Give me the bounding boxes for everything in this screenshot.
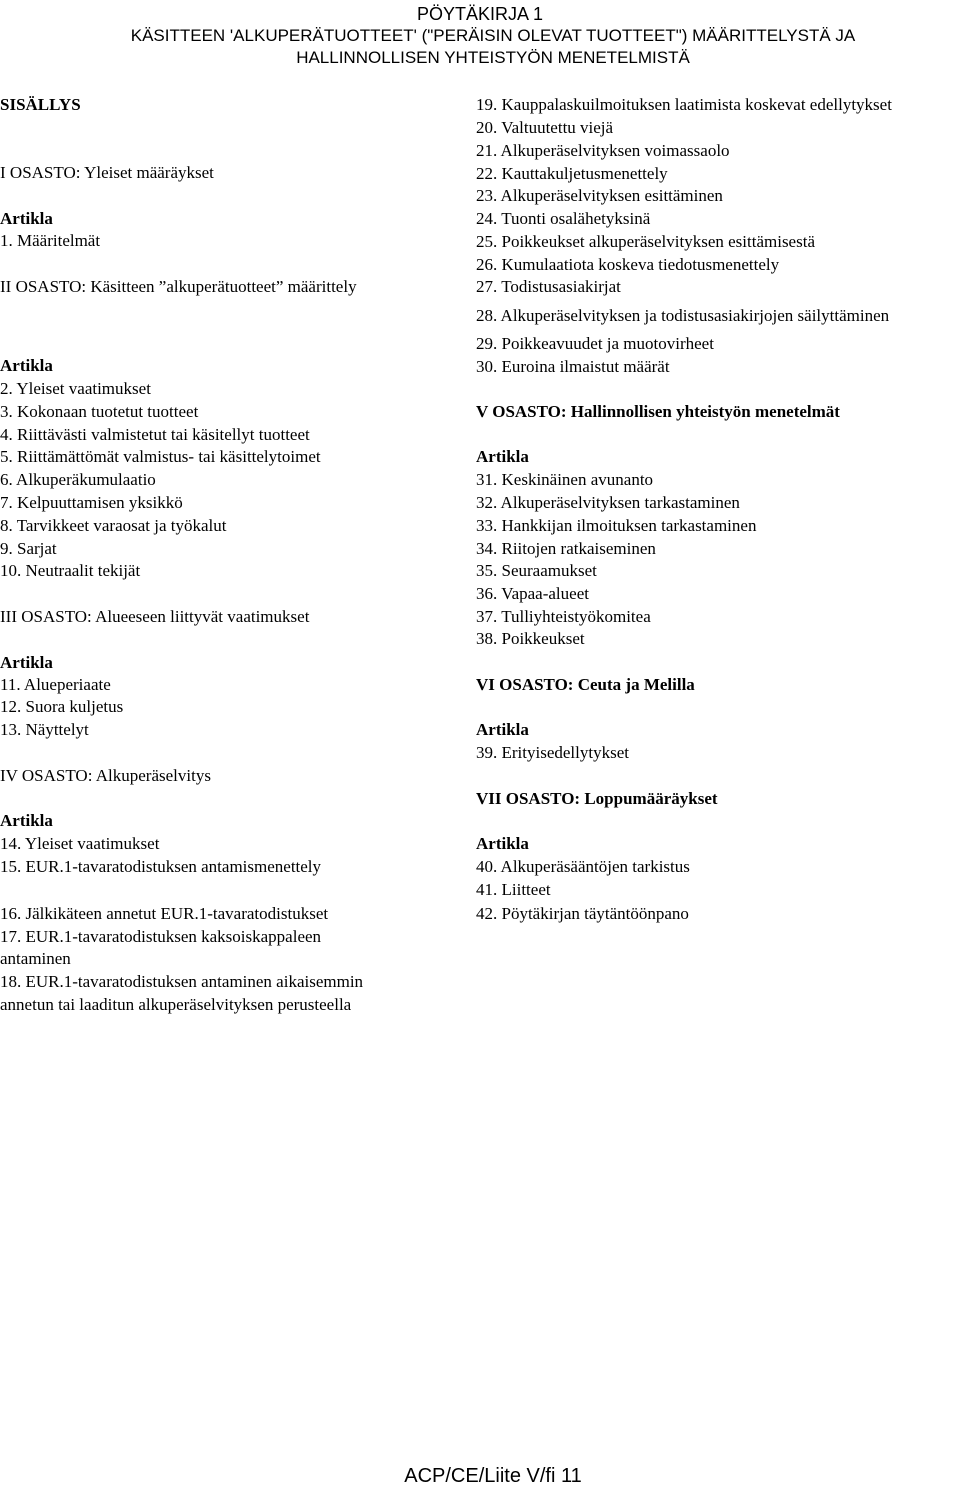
list-item: 14. Yleiset vaatimukset (0, 834, 160, 853)
list-item: 32. Alkuperäselvityksen tarkastaminen (476, 493, 740, 512)
section-3-title: III OSASTO: Alueeseen liittyvät vaatimukset (0, 607, 310, 626)
artikla-label: Artikla (0, 356, 53, 375)
header-line-2: KÄSITTEEN 'ALKUPERÄTUOTTEET' ("PERÄISIN OLEVAT TUOTTEET") MÄÄRITTELYSTÄ JA (130, 26, 856, 45)
list-item: 3. Kokonaan tuotetut tuotteet (0, 402, 199, 421)
list-item: 10. Neutraalit tekijät (0, 561, 141, 580)
list-item: 40. Alkuperäsääntöjen tarkistus (476, 857, 690, 876)
list-item: 11. Alueperiaate (0, 675, 111, 694)
list-item: 16. Jälkikäteen annetut EUR.1-tavaratodistukset (0, 904, 329, 923)
list-item: annetun tai laaditun alkuperäselvityksen perusteella (0, 995, 352, 1014)
list-item: 33. Hankkijan ilmoituksen tarkastaminen (476, 516, 757, 535)
footer-reference: ACP/CE/Liite V/fi 11 (404, 1465, 582, 1487)
list-item: 36. Vapaa-alueet (476, 584, 589, 603)
list-item: 37. Tulliyhteistyökomitea (476, 607, 651, 626)
section-6-title: VI OSASTO: Ceuta ja Melilla (476, 675, 695, 694)
list-item: 13. Näyttelyt (0, 720, 89, 739)
list-item: 18. EUR.1-tavaratodistuksen antaminen aikaisemmin (0, 972, 364, 991)
header-line-3: HALLINNOLLISEN YHTEISTYÖN MENETELMISTÄ (296, 48, 690, 67)
list-item: 23. Alkuperäselvityksen esittäminen (476, 186, 723, 205)
section-5-title: V OSASTO: Hallinnollisen yhteistyön menetelmät (476, 402, 840, 421)
list-item: 22. Kauttakuljetusmenettely (476, 164, 668, 183)
list-item: 38. Poikkeukset (476, 629, 585, 648)
list-item: 8. Tarvikkeet varaosat ja työkalut (0, 516, 227, 535)
header-line-1: PÖYTÄKIRJA 1 (416, 4, 544, 24)
list-item: 21. Alkuperäselvityksen voimassaolo (476, 141, 730, 160)
list-item: 19. Kauppalaskuilmoituksen laatimista koskevat edellytykset (476, 95, 892, 114)
list-item: 41. Liitteet (476, 880, 551, 899)
artikla-label: Artikla (476, 834, 529, 853)
list-item: 31. Keskinäinen avunanto (476, 470, 654, 489)
list-item: 9. Sarjat (0, 539, 57, 558)
artikla-label: Artikla (0, 209, 53, 228)
list-item: 2. Yleiset vaatimukset (0, 379, 151, 398)
section-7-title: VII OSASTO: Loppumääräykset (476, 789, 718, 808)
list-item: 12. Suora kuljetus (0, 697, 124, 716)
list-item: 24. Tuonti osalähetyksinä (476, 209, 651, 228)
list-item: 42. Pöytäkirjan täytäntöönpano (476, 904, 689, 923)
list-item: 7. Kelpuuttamisen yksikkö (0, 493, 183, 512)
toc-title: SISÄLLYS (0, 95, 81, 114)
list-item: 29. Poikkeavuudet ja muotovirheet (476, 334, 714, 353)
list-item: 30. Euroina ilmaistut määrät (476, 357, 670, 376)
list-item: 26. Kumulaatiota koskeva tiedotusmenettely (476, 255, 780, 274)
artikla-label: Artikla (476, 447, 529, 466)
list-item: 39. Erityisedellytykset (476, 743, 629, 762)
artikla-label: Artikla (0, 653, 53, 672)
list-item: 28. Alkuperäselvityksen ja todistusasiakirjojen säilyttäminen (476, 306, 890, 325)
list-item: 27. Todistusasiakirjat (476, 277, 621, 296)
list-item: 1. Määritelmät (0, 231, 101, 250)
list-item: 6. Alkuperäkumulaatio (0, 470, 156, 489)
artikla-label: Artikla (476, 720, 529, 739)
section-1-title: I OSASTO: Yleiset määräykset (0, 163, 214, 182)
list-item: 15. EUR.1-tavaratodistuksen antamismenettely (0, 857, 322, 876)
list-item: 5. Riittämättömät valmistus- tai käsittelytoimet (0, 447, 321, 466)
list-item: 4. Riittävästi valmistetut tai käsitellyt tuotteet (0, 425, 310, 444)
list-item: 20. Valtuutettu viejä (476, 118, 614, 137)
list-item: 34. Riitojen ratkaiseminen (476, 539, 656, 558)
section-2-title: II OSASTO: Käsitteen ”alkuperätuotteet” määrittely (0, 277, 357, 296)
list-item: 17. EUR.1-tavaratodistuksen kaksoiskappaleen (0, 927, 322, 946)
list-item: 25. Poikkeukset alkuperäselvityksen esittämisestä (476, 232, 815, 251)
list-item: 35. Seuraamukset (476, 561, 597, 580)
artikla-label: Artikla (0, 811, 53, 830)
section-4-title: IV OSASTO: Alkuperäselvitys (0, 766, 211, 785)
list-item: antaminen (0, 949, 71, 968)
